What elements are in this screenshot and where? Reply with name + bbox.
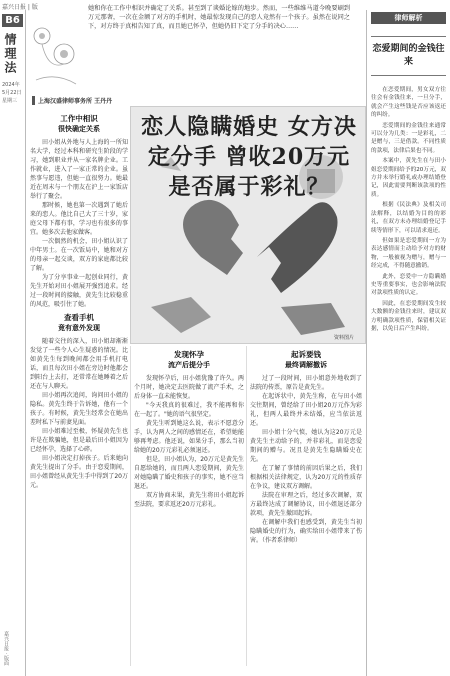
paragraph: 恋爱期间的金钱往来通常可以分为几类：一是彩礼，二是赠与，三是借款。不同性质的款项，法律后果也不同。 (371, 122, 446, 154)
sidebar-body (367, 86, 450, 333)
paragraph: 法院在审理之后，经过多次调解，双方最终达成了调解协议，田小姐退还部分款项，黄先生撤回起诉。 (250, 492, 362, 517)
sidebar-title: 恋爱期间的金钱往来 (371, 36, 446, 76)
subhead-2 (30, 312, 128, 334)
subhead-1-line1: 工作中相识 (60, 114, 98, 123)
subhead-4 (250, 349, 362, 371)
paragraph: "今天我真的很难过，我不能再和你在一起了。"她的语气很坚定。 (134, 402, 244, 418)
paragraph: 田小姐十分气愤，她认为这20万元是黄先生主动给予的，并非彩礼，而是恋爱期间的赠与。况且是黄先生隐瞒婚史在先。 (250, 429, 362, 463)
intro-text: 她和你在工作中相识并确定了关系。甚至到了谈婚论嫁的地步。然而，一些维维马道今晚要刷到万元那奢，一次在金额了对方的手机时，她最惊发现自己的恋人竟然有一个孩子。虽然在说同之下，对方终于真相告知了真，而且她已怀孕，但她仍旧下定了分手的决心…… (88, 5, 350, 30)
rail-footer: 嘉兴日报 · 版面 (3, 631, 9, 666)
paragraph: 田小姐从外地与人上海的一所知名大学，经过本科和研究生阶段的学习，她到职业并从一家名牌企业。工作就业，进入了一家正常的企业。虽然事与愿违，但她一直很努力。她最近在周末与一个朋友在沪上一家饭店举行了聚会。 (30, 139, 128, 200)
paragraph: 在调解中我们也感受到，黄先生当初隐瞒婚史的行为，确实给田小姐带来了伤害。（作者系律师） (250, 519, 362, 544)
column-3 (250, 346, 362, 670)
paragraph: 随着交往的深入，田小姐却渐渐发觉了一些令人心生疑惑的情况。比如黄先生每到晚间都会用手机打电话，而且每次田小姐在旁边时他都会到阳台上去打，还常常在她睡着之后还在与人聊天。 (30, 338, 128, 390)
paragraph: 一次偶然的机会，田小姐认识了中年男士。在一次饭局中，她和对方的母亲一起交谈，双方的家庭都比较了解。 (30, 238, 128, 272)
decorative-flowers (28, 20, 84, 90)
subhead-2-line1: 查看手机 (64, 313, 94, 322)
paragraph: 发现怀孕后，田小姐犹豫了许久。两个月时，她决定去医院做了流产手术，之后身体一直未能恢复。 (134, 375, 244, 400)
subhead-4-line1: 起诉要钱 (291, 350, 321, 359)
paragraph: 本案中，黄先生在与田小姐恋爱期间给予的20万元，双方并未举行婚礼或办理结婚登记，因此需要判断该款项的性质。 (371, 158, 446, 198)
paragraph: 在了解了事情的前因后果之后，我们根据相关法律规定，认为20万元的性质存在争议，建议双方调解。 (250, 465, 362, 490)
paragraph: 双方协商未果，黄先生将田小姐起诉至法院，要求返还20万元彩礼。 (134, 492, 244, 508)
column-2 (134, 346, 244, 670)
paragraph: 为了分享事业一起创业同行，黄先生开始对田小姐展开强烈追求。经过一段时间的接触，黄先生比较稳重的风范，吸引住了她。 (30, 274, 128, 308)
headline: 恋人隐瞒婚史 女方决定分手 曾收20万元 是否属于彩礼？ (141, 114, 357, 200)
paragraph: 在恋爱期间，男女双方往往会有金钱往来，一旦分手，就会产生这些钱是否应该返还的纠纷。 (371, 87, 446, 119)
subhead-2-line2: 竟有意外发现 (58, 324, 100, 332)
paragraph: 根据《民法典》及相关司法解释，以结婚为目的的彩礼，在双方未办理结婚登记手续等情形下，可以请求返还。 (371, 202, 446, 234)
paragraph: 但如果是恋爱期间一方为表达感情而主动给予对方的财物，一般被视为赠与，赠与一经完成，不得随意撤销。 (371, 237, 446, 270)
byline: 上海汉盛律师事务所 王丹丹 (32, 96, 112, 105)
paragraph: 此外，恋爱中一方隐瞒婚史等重要事实，也会影响法院对款项性质的认定。 (371, 273, 446, 297)
paragraph: 在起诉状中，黄先生称，在与田小姐交往期间，曾经给了田小姐20万元作为彩礼，但两人最终并未结婚，应当依法返还。 (250, 393, 362, 427)
image-credit: 资料图片 (334, 335, 355, 341)
subhead-1 (30, 113, 128, 135)
column-divider (246, 346, 247, 666)
paragraph: 黄先生听到她这么说，表示不愿意分手，认为两人之间的感情还在，希望她能够再考虑。他还说，如果分手，那么当初给她的20万元彩礼必须退还。 (134, 420, 244, 454)
column-1 (30, 110, 128, 670)
subhead-4-line2: 最终调解撤诉 (285, 361, 327, 369)
issue-date: 2024年 5月22日 星期三 (2, 82, 22, 104)
paragraph: 那时候，她也第一次遇到了她后来的恋人。他比自己大了三十岁，家庭父母下都有事，学习也有很多的事宜。她多次去他家做客。 (30, 202, 128, 236)
subhead-3-line1: 发现怀孕 (174, 350, 204, 359)
left-rail (0, 10, 26, 676)
subhead-3 (134, 349, 244, 371)
subhead-1-line2: 很快确定关系 (58, 125, 100, 133)
paragraph: 田小姐决定打掉孩子。后来她向黄先生提出了分手。由于恋爱期间，田小姐曾经从黄先生手中得到了20万元。 (30, 455, 128, 489)
page-number: B6 (2, 14, 23, 27)
paragraph: 田小姐难过至极，怀疑黄先生也许是在欺骗她，但是最后田小姐因为已经怀孕，选择了心碎。 (30, 428, 128, 453)
sidebar-analysis (366, 10, 450, 676)
paragraph: 田小姐再次追问，询问田小姐的隐私。黄先生终于告诉她，他有一个孩子。有时候，黄先生经常会在她出差时私下与前妻见面。 (30, 392, 128, 426)
masthead: 嘉兴日报 | 版 (2, 4, 38, 11)
section-title: 情理法 (3, 33, 17, 75)
subhead-3-line2: 流产后提分手 (168, 361, 210, 369)
column-divider (130, 346, 131, 666)
paragraph: 因此，在恋爱期间发生较大数额的金钱往来时，建议双方明确款项性质，保留相关证据，以免日后产生纠纷。 (371, 300, 446, 332)
paragraph: 过了一段时间，田小姐意外地收到了法院的传票，原告是黄先生。 (250, 375, 362, 391)
sidebar-label: 律师解析 (371, 12, 446, 24)
paragraph: 但是，田小姐认为，20万元是黄先生自愿给她的，而且两人恋爱期间，黄先生对她隐瞒了婚史和孩子的事实，她不应当退还。 (134, 456, 244, 490)
